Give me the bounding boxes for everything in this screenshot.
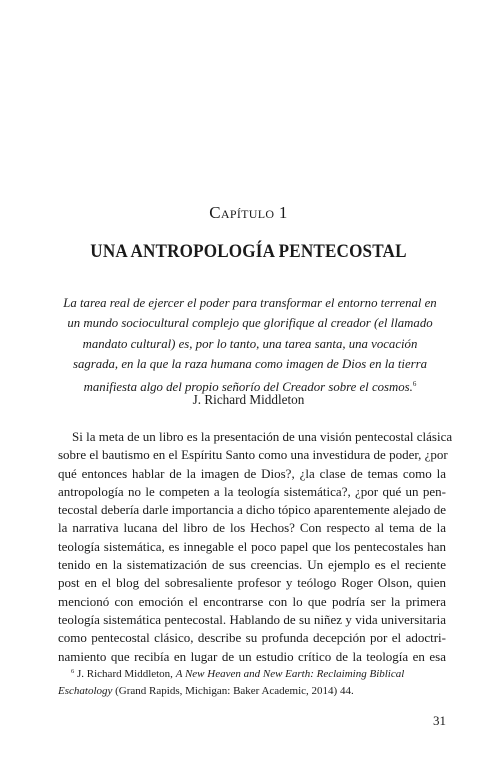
chapter-label: Capítulo 1 xyxy=(209,203,288,222)
epigraph xyxy=(50,293,450,397)
footnote-line xyxy=(58,663,448,683)
body-paragraph xyxy=(58,428,453,666)
chapter-title: UNA ANTROPOLOGÍA PENTECOSTAL xyxy=(90,241,407,262)
footnote-reference[interactable]: 6 xyxy=(412,380,417,389)
body-line: tecostal debería darle importancia a dicho tópico aparentemente alejado de xyxy=(58,502,447,518)
body-line: namiento que recibía en lugar de un estudio crítico de la teología en esa xyxy=(58,648,446,664)
body-line: teología sistemática pentecostal. Hablando de su niñez y vida universitaria xyxy=(58,611,446,627)
footnote-number: 6 xyxy=(71,668,75,675)
body-line: antropología no le competen a la teología sistemática?, ¿por qué un pen- xyxy=(58,483,446,499)
footnote-publication: (Grand Rapids, Michigan: Baker Academic, 2014) 44. xyxy=(112,685,354,697)
footnote-book-title-cont: Eschatology xyxy=(58,685,113,697)
body-line: post en el blog del sobresaliente profesor y teólogo Roger Olson, quien xyxy=(58,575,446,591)
footnote-author: J. Richard Middleton, xyxy=(74,668,176,680)
epigraph-line: manifiesta algo del propio señorío del Creador sobre el cosmos. xyxy=(83,380,413,395)
epigraph-line: mandato cultural) es, por lo tanto, una tarea santa, una vocación xyxy=(82,336,418,351)
page-number: 31 xyxy=(433,713,446,728)
footnote-book-title: A New Heaven and New Earth: Reclaiming Biblical xyxy=(175,668,405,680)
body-line: qué entonces hablar de la imagen de Dios?, ¿la clase de temas como la xyxy=(58,465,446,481)
body-line: Si la meta de un libro es la presentación de una visión pentecostal clásica xyxy=(72,429,453,444)
epigraph-line: sagrada, en la que la raza humana como imagen de Dios en la tierra xyxy=(72,356,428,371)
footnote xyxy=(58,663,448,700)
body-line: mencionó con emoción el encontrarse con lo que podría ser la primera xyxy=(58,593,446,609)
body-line: la narrativa lucana del libro de los Hechos? Con respecto al tema de la xyxy=(58,520,446,536)
body-line: tenido en la sistematización de sus creencias. Un ejemplo es el reciente xyxy=(58,557,446,573)
body-line: sobre el bautismo en el Espíritu Santo como una investidura de poder, ¿por xyxy=(58,447,448,463)
body-line: teología sistemática, es innegable el poco papel que los pentecostales han xyxy=(58,538,446,554)
epigraph-author: J. Richard Middleton xyxy=(192,392,305,407)
footnote-line xyxy=(58,683,448,700)
epigraph-line: un mundo sociocultural complejo que glorifique al creador (el llamado xyxy=(67,316,433,331)
body-line: como pentecostal clásico, describe su profunda decepción por el adoctri- xyxy=(58,630,446,646)
epigraph-line: La tarea real de ejercer el poder para transformar el entorno terrenal en xyxy=(63,296,437,310)
